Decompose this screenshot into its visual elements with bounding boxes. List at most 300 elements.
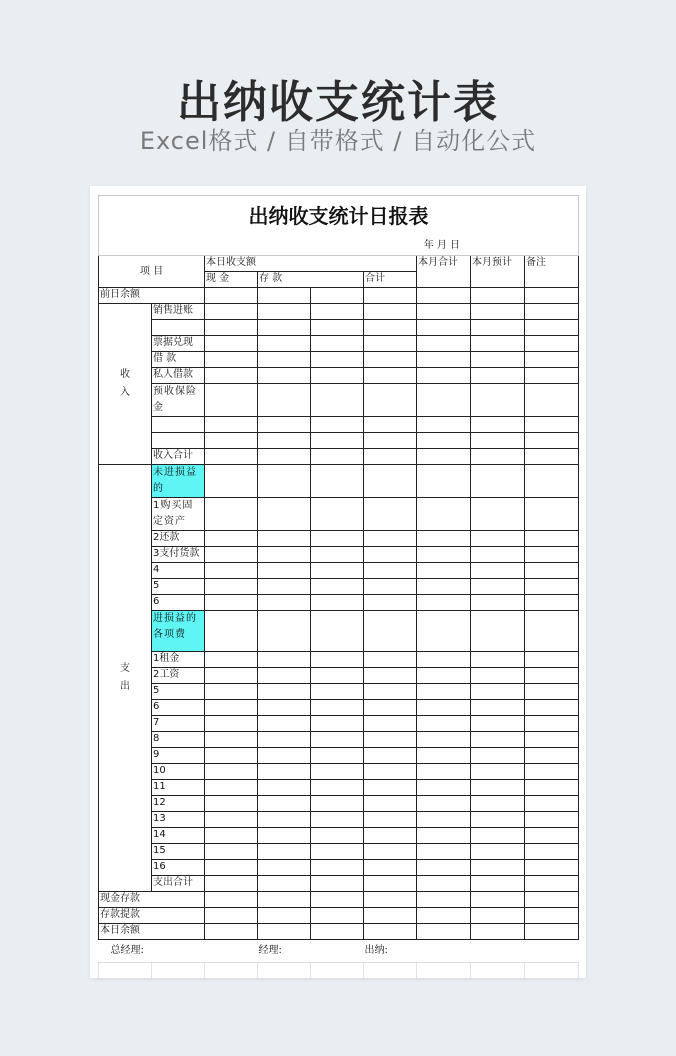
table-row — [99, 860, 579, 876]
cell — [471, 908, 525, 924]
cell — [311, 368, 364, 384]
income-item: 收入合计 — [152, 449, 205, 465]
report-date: 年 月 日 — [99, 236, 579, 256]
cell — [525, 368, 579, 384]
cell — [417, 684, 471, 700]
cell — [205, 611, 258, 652]
cell — [258, 828, 311, 844]
cell — [471, 531, 525, 547]
table-row — [99, 748, 579, 764]
cell — [311, 449, 364, 465]
cell — [311, 876, 364, 892]
cell — [258, 908, 311, 924]
cell — [258, 764, 311, 780]
cell — [364, 652, 417, 668]
cell — [311, 684, 364, 700]
summary-row-label: 现金存款 — [99, 892, 205, 908]
cell — [471, 668, 525, 684]
cell — [417, 547, 471, 563]
cell — [205, 860, 258, 876]
cell — [311, 595, 364, 611]
cell — [364, 892, 417, 908]
income-item: 预收保险金 — [152, 384, 205, 417]
cell — [525, 595, 579, 611]
cell — [417, 963, 471, 980]
cell — [417, 563, 471, 579]
table-row — [99, 449, 579, 465]
cell — [417, 368, 471, 384]
expense-item: 5 — [152, 684, 205, 700]
cell — [205, 828, 258, 844]
cell — [525, 732, 579, 748]
cell — [417, 860, 471, 876]
cell — [205, 531, 258, 547]
cell — [311, 764, 364, 780]
report-title: 出纳收支统计日报表 — [99, 196, 579, 237]
cell — [417, 417, 471, 433]
cell — [417, 304, 471, 320]
cell — [525, 684, 579, 700]
cell — [205, 320, 258, 336]
cell — [471, 716, 525, 732]
cell — [525, 796, 579, 812]
table-row — [99, 892, 579, 908]
page-title: 出纳收支统计表 — [177, 77, 499, 128]
cell — [205, 336, 258, 352]
expense-item: 7 — [152, 716, 205, 732]
table-row — [99, 352, 579, 368]
cell — [205, 433, 258, 449]
cell — [525, 924, 579, 940]
signature-manager: 总经理: — [99, 940, 258, 963]
cell — [471, 449, 525, 465]
header-month-budget: 本月预计 — [471, 256, 525, 288]
expense-item: 15 — [152, 844, 205, 860]
cell — [364, 433, 417, 449]
cell — [525, 498, 579, 531]
expense-item: 4 — [152, 563, 205, 579]
cell — [205, 498, 258, 531]
cell — [311, 304, 364, 320]
income-item: 借 款 — [152, 352, 205, 368]
cell — [417, 433, 471, 449]
cell — [311, 796, 364, 812]
income-item — [152, 417, 205, 433]
cell — [364, 812, 417, 828]
cell — [205, 764, 258, 780]
cell — [525, 668, 579, 684]
spreadsheet-preview — [90, 186, 586, 978]
expense-item: 10 — [152, 764, 205, 780]
cell — [471, 288, 525, 304]
table-row — [99, 764, 579, 780]
expense-item: 支出合计 — [152, 876, 205, 892]
expense-item: 6 — [152, 595, 205, 611]
cell — [417, 780, 471, 796]
expense-item: 2工资 — [152, 668, 205, 684]
cell — [364, 668, 417, 684]
cell — [311, 812, 364, 828]
cell — [525, 563, 579, 579]
cell — [258, 498, 311, 531]
cell — [205, 304, 258, 320]
table-row — [99, 531, 579, 547]
cell — [258, 963, 311, 980]
expense-item: 未进损益的 — [152, 465, 205, 498]
cell — [205, 908, 258, 924]
cell — [364, 336, 417, 352]
cell — [525, 764, 579, 780]
table-row — [99, 547, 579, 563]
cell — [525, 417, 579, 433]
header-today-amount: 本日收支额 — [205, 256, 417, 272]
cell — [258, 668, 311, 684]
cell — [311, 384, 364, 417]
cell — [364, 611, 417, 652]
cell — [258, 892, 311, 908]
cell — [258, 876, 311, 892]
cell — [364, 963, 417, 980]
income-item — [152, 320, 205, 336]
cell — [205, 748, 258, 764]
cell — [417, 465, 471, 498]
expense-item: 1租金 — [152, 652, 205, 668]
cell — [364, 498, 417, 531]
table-row — [99, 780, 579, 796]
table-row — [99, 384, 579, 417]
expense-item: 1购买固定资产 — [152, 498, 205, 531]
cell — [417, 531, 471, 547]
cell — [311, 963, 364, 980]
cell — [258, 716, 311, 732]
header-note: 备注 — [525, 256, 579, 288]
table-row — [99, 611, 579, 652]
expense-item: 8 — [152, 732, 205, 748]
cell — [311, 336, 364, 352]
table-row — [99, 433, 579, 449]
cell — [417, 764, 471, 780]
cell — [311, 563, 364, 579]
table-row — [99, 288, 579, 304]
cell — [525, 320, 579, 336]
cell — [525, 700, 579, 716]
cell — [205, 732, 258, 748]
cell — [311, 465, 364, 498]
cell — [205, 288, 258, 304]
cell — [525, 465, 579, 498]
cell — [311, 860, 364, 876]
table-row — [99, 652, 579, 668]
cell — [525, 288, 579, 304]
cell — [471, 924, 525, 940]
table-row — [99, 828, 579, 844]
table-row — [99, 812, 579, 828]
cell — [258, 449, 311, 465]
cell — [311, 652, 364, 668]
cell — [205, 780, 258, 796]
cell — [364, 288, 417, 304]
cell — [417, 352, 471, 368]
cell — [471, 844, 525, 860]
cell — [471, 860, 525, 876]
cell — [525, 963, 579, 980]
signature-cashier: 出纳: — [364, 940, 579, 963]
cell — [525, 828, 579, 844]
cell — [471, 748, 525, 764]
cell — [205, 352, 258, 368]
cell — [525, 531, 579, 547]
expense-item: 12 — [152, 796, 205, 812]
table-row — [99, 563, 579, 579]
table-row — [99, 732, 579, 748]
cell — [311, 498, 364, 531]
cell — [258, 547, 311, 563]
cell — [417, 716, 471, 732]
cell — [364, 320, 417, 336]
cell — [525, 579, 579, 595]
income-item — [152, 433, 205, 449]
cell — [99, 963, 152, 980]
cell — [417, 336, 471, 352]
signature-supervisor: 经理: — [258, 940, 364, 963]
header-deposit: 存 款 — [258, 272, 364, 288]
cell — [471, 579, 525, 595]
cell — [258, 844, 311, 860]
cell — [417, 796, 471, 812]
cell — [258, 320, 311, 336]
cell — [205, 700, 258, 716]
cell — [417, 611, 471, 652]
cell — [364, 563, 417, 579]
table-row — [99, 498, 579, 531]
cell — [205, 449, 258, 465]
cell — [417, 579, 471, 595]
cell — [205, 579, 258, 595]
header-item: 项 目 — [99, 256, 205, 288]
cell — [205, 924, 258, 940]
table-row — [99, 796, 579, 812]
cell — [471, 304, 525, 320]
cell — [258, 812, 311, 828]
cell — [311, 668, 364, 684]
cell — [417, 700, 471, 716]
table-row — [99, 320, 579, 336]
table-row — [99, 668, 579, 684]
table-row — [99, 417, 579, 433]
cell — [525, 611, 579, 652]
cell — [152, 963, 205, 980]
cell — [258, 579, 311, 595]
cell — [471, 700, 525, 716]
cell — [364, 417, 417, 433]
cell — [471, 465, 525, 498]
expense-item: 11 — [152, 780, 205, 796]
cell — [258, 352, 311, 368]
cell — [258, 384, 311, 417]
cell — [471, 368, 525, 384]
cell — [525, 433, 579, 449]
cell — [258, 611, 311, 652]
cell — [258, 433, 311, 449]
cell — [258, 732, 311, 748]
cell — [205, 368, 258, 384]
cell — [525, 812, 579, 828]
cell — [364, 716, 417, 732]
expense-item: 6 — [152, 700, 205, 716]
cell — [525, 304, 579, 320]
cell — [364, 780, 417, 796]
cell — [525, 449, 579, 465]
cell — [258, 288, 311, 304]
cell — [205, 796, 258, 812]
cell — [258, 924, 311, 940]
cell — [364, 860, 417, 876]
cell — [311, 579, 364, 595]
cell — [471, 892, 525, 908]
cell — [364, 732, 417, 748]
cell — [417, 892, 471, 908]
cell — [311, 531, 364, 547]
cell — [205, 595, 258, 611]
cell — [364, 700, 417, 716]
page-subtitle: Excel格式 / 自带格式 / 自动化公式 — [139, 127, 537, 155]
cell — [364, 579, 417, 595]
cell — [417, 876, 471, 892]
table-row — [99, 336, 579, 352]
income-group-label: 收 入 — [99, 304, 152, 465]
cell — [258, 748, 311, 764]
cell — [471, 963, 525, 980]
cell — [471, 828, 525, 844]
cell — [364, 876, 417, 892]
expense-item: 13 — [152, 812, 205, 828]
expense-group-label: 支 出 — [99, 465, 152, 892]
cell — [311, 700, 364, 716]
cell — [525, 780, 579, 796]
cell — [471, 595, 525, 611]
cell — [525, 892, 579, 908]
cell — [525, 876, 579, 892]
cell — [471, 433, 525, 449]
cell — [525, 748, 579, 764]
cell — [205, 417, 258, 433]
table-row — [99, 579, 579, 595]
cell — [205, 892, 258, 908]
cell — [311, 320, 364, 336]
cell — [417, 320, 471, 336]
header-subtotal: 合计 — [364, 272, 417, 288]
cell — [364, 384, 417, 417]
summary-row-label: 本日余额 — [99, 924, 205, 940]
cell — [364, 828, 417, 844]
cell — [471, 563, 525, 579]
cell — [525, 336, 579, 352]
cell — [364, 908, 417, 924]
table-row — [99, 716, 579, 732]
cell — [417, 668, 471, 684]
table-row — [99, 876, 579, 892]
cell — [364, 449, 417, 465]
cell — [311, 780, 364, 796]
summary-row-label: 存款提款 — [99, 908, 205, 924]
cell — [311, 547, 364, 563]
expense-item: 9 — [152, 748, 205, 764]
income-item: 销售进账 — [152, 304, 205, 320]
cell — [311, 892, 364, 908]
expense-item: 3支付货款 — [152, 547, 205, 563]
cell — [258, 465, 311, 498]
cell — [311, 716, 364, 732]
expense-item: 14 — [152, 828, 205, 844]
cell — [311, 732, 364, 748]
cell — [525, 547, 579, 563]
cell — [471, 780, 525, 796]
expense-item: 进损益的各项费 — [152, 611, 205, 652]
cell — [471, 732, 525, 748]
cell — [417, 498, 471, 531]
table-row — [99, 908, 579, 924]
cell — [471, 320, 525, 336]
cell — [364, 352, 417, 368]
cell — [525, 844, 579, 860]
cell — [311, 844, 364, 860]
cell — [364, 531, 417, 547]
cell — [311, 924, 364, 940]
cell — [525, 384, 579, 417]
cell — [205, 547, 258, 563]
cell — [471, 684, 525, 700]
cell — [205, 812, 258, 828]
cell — [311, 908, 364, 924]
table-row — [99, 700, 579, 716]
cell — [417, 748, 471, 764]
expense-item: 16 — [152, 860, 205, 876]
cell — [258, 563, 311, 579]
cell — [417, 384, 471, 417]
cell — [258, 368, 311, 384]
cell — [525, 352, 579, 368]
cell — [311, 288, 364, 304]
cell — [417, 449, 471, 465]
cell — [364, 844, 417, 860]
cell — [364, 684, 417, 700]
report-table — [98, 195, 579, 980]
cell — [364, 748, 417, 764]
cell — [471, 384, 525, 417]
cell — [311, 433, 364, 449]
cell — [417, 732, 471, 748]
cell — [258, 860, 311, 876]
income-item: 私人借款 — [152, 368, 205, 384]
cell — [205, 668, 258, 684]
cell — [525, 860, 579, 876]
cell — [417, 908, 471, 924]
cell — [471, 796, 525, 812]
cell — [417, 812, 471, 828]
cell — [258, 531, 311, 547]
table-row — [99, 684, 579, 700]
cell — [311, 417, 364, 433]
cell — [471, 498, 525, 531]
blank-row — [99, 963, 579, 980]
cell — [258, 417, 311, 433]
cell — [205, 684, 258, 700]
expense-item: 5 — [152, 579, 205, 595]
table-row — [99, 368, 579, 384]
expense-item: 2还款 — [152, 531, 205, 547]
table-row — [99, 844, 579, 860]
cell — [417, 595, 471, 611]
